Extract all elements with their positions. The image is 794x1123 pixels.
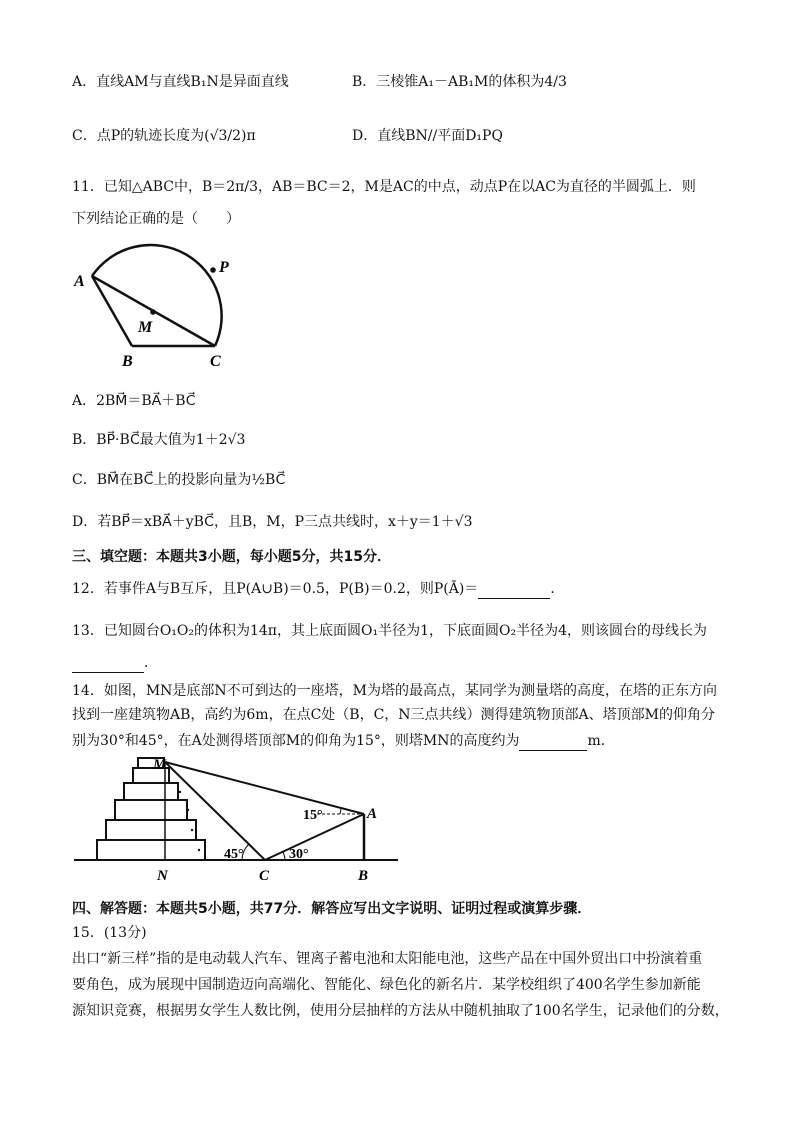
label-c: C bbox=[259, 868, 270, 884]
section-4-heading: 四、解答题：本题共5小题，共77分．解答应写出文字说明、证明过程或演算步骤． bbox=[72, 901, 592, 917]
q10-option-b: B．三棱锥A₁－AB₁M的体积为4/3 bbox=[352, 74, 567, 90]
q10-option-a: A．直线AM与直线B₁N是异面直线 bbox=[72, 74, 289, 90]
q13-answer-line bbox=[72, 653, 158, 673]
q13-answer-blank bbox=[72, 658, 144, 673]
q11-option-a: A．2BM⃗＝BA⃗＋BC⃗ bbox=[72, 393, 196, 409]
q12-text: 12．若事件A与B互斥，且P(A∪B)＝0.5，P(B)＝0.2，则P(Ā)＝ bbox=[72, 581, 479, 597]
label-b: B bbox=[122, 353, 133, 370]
label-a: A bbox=[74, 273, 85, 290]
angle-arc-30 bbox=[283, 852, 285, 860]
segment-mc bbox=[165, 762, 265, 860]
label-angle-30: 30° bbox=[289, 847, 309, 862]
label-m: M bbox=[138, 319, 153, 336]
label-b: B bbox=[358, 868, 369, 884]
point-p bbox=[210, 267, 216, 273]
segment-ma bbox=[165, 762, 364, 814]
q14-line3: 别为30°和45°，在A处测得塔顶部M的仰角为15°，则塔MN的高度约为 bbox=[72, 733, 520, 749]
q14-figure bbox=[72, 754, 402, 884]
label-m: M bbox=[153, 757, 167, 773]
label-angle-45: 45° bbox=[224, 847, 244, 862]
section-3-heading: 三、填空题：本题共3小题，每小题5分，共15分． bbox=[72, 549, 391, 565]
q13-text: 13．已知圆台O₁O₂的体积为14π，其上底面圆O₁半径为1，下底面圆O₂半径为4，则该圆台的母线长为 bbox=[72, 623, 708, 639]
q15-line3: 源知识竞赛，根据男女学生人数比例，使用分层抽样的方法从中随机抽取了100名学生，记录他们的分数， bbox=[72, 1003, 729, 1019]
q15-line1: 出口“新三样”指的是电动载人汽车、锂离子蓄电池和太阳能电池，这些产品在中国外贸出口中扮演着重 bbox=[72, 951, 703, 967]
q12-end: ． bbox=[550, 581, 565, 597]
label-c: C bbox=[210, 353, 221, 370]
semicircle-arc bbox=[92, 245, 222, 346]
label-p: P bbox=[219, 259, 229, 276]
q12-question bbox=[72, 579, 564, 599]
q14-line3-wrap bbox=[72, 731, 615, 751]
stepped-tower bbox=[97, 758, 205, 860]
q11-figure bbox=[70, 228, 250, 378]
q15-line2: 要角色，成为展现中国制造迈向高端化、智能化、绿色化的新名片．某学校组织了400名学生参加新能 bbox=[72, 977, 701, 993]
q11-stem-line1: 11．已知△ABC中，B＝2π/3，AB＝BC＝2，M是AC的中点，动点P在以AC为直径的半圆弧上．则 bbox=[72, 179, 696, 195]
q10-option-d: D．直线BN//平面D₁PQ bbox=[352, 128, 503, 144]
q11-option-c: C．BM⃗在BC⃗上的投影向量为½BC⃗ bbox=[72, 472, 286, 488]
q14-answer-blank bbox=[519, 736, 587, 751]
q11-option-b: B．BP⃗·BC⃗最大值为1＋2√3 bbox=[72, 432, 246, 448]
q10-option-c: C．点P的轨迹长度为(√3/2)π bbox=[72, 128, 256, 144]
label-angle-15: 15° bbox=[303, 808, 323, 823]
q13-end: ． bbox=[144, 655, 158, 671]
q14-line1: 14．如图，MN是底部N不可到达的一座塔，M为塔的最高点，某同学为测量塔的高度，在塔的正东方向 bbox=[72, 683, 717, 699]
q11-stem-line2: 下列结论正确的是（ ） bbox=[72, 211, 240, 227]
q11-option-d: D．若BP⃗＝xBA⃗＋yBC⃗，且B，M，P三点共线时，x＋y＝1＋√3 bbox=[72, 514, 473, 530]
q15-head: 15．(13分) bbox=[72, 925, 147, 941]
point-m bbox=[150, 309, 156, 315]
q12-answer-blank bbox=[478, 584, 550, 599]
angle-arc-15 bbox=[340, 808, 341, 814]
label-n: N bbox=[157, 868, 168, 884]
q14-line2: 找到一座建筑物AB，高约为6m，在点C处（B，C，N三点共线）测得建筑物顶部A、塔顶部M的仰角分 bbox=[72, 707, 715, 723]
label-a: A bbox=[367, 806, 378, 822]
q14-unit: m． bbox=[587, 733, 615, 749]
